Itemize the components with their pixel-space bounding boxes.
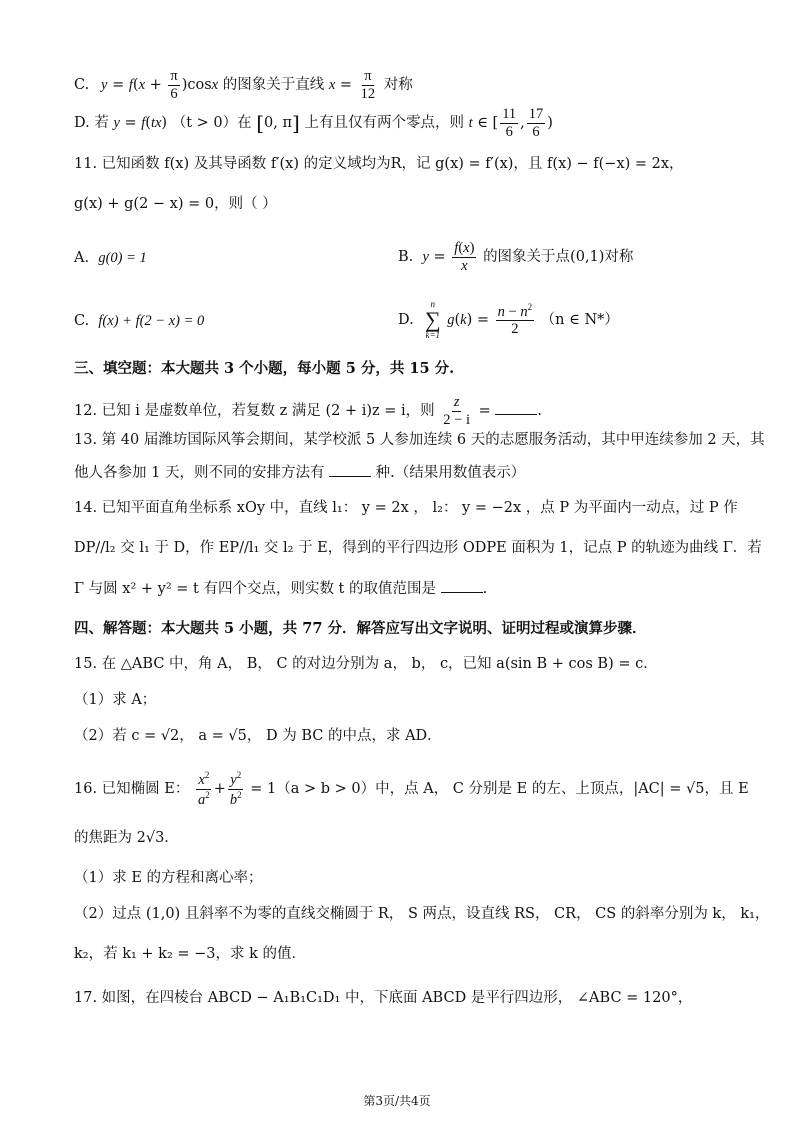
q13-line2	[74, 464, 525, 482]
q12-text: 12. 已知 i 是虚数单位，若复数 z 满足 (2 + i)z = i，则	[74, 403, 435, 420]
option-label: D.	[74, 115, 90, 132]
option-label: D.	[398, 312, 414, 328]
q15-part2: （2）若 c = √2， a = √5， D 为 BC 的中点，求 AD．	[74, 728, 442, 744]
q11-option-d: D. n ∑ k=1 g(k) = $\frac{n - n^2}{2}$ （n ∈ N*）	[398, 299, 619, 340]
q16-part2-line2: k₂，若 k₁ + k₂ = −3，求 k 的值．	[74, 946, 307, 962]
q10-c-end: 对称	[383, 77, 413, 94]
q10-d-mid: 上有且仅有两个零点，则	[304, 115, 464, 132]
answer-blank	[441, 580, 483, 593]
q11-stem-line1: 11. 已知函数 f(x) 及其导函数 f′(x) 的定义域均为R，记 g(x) = f′(x)，且 f(x) − f(−x) = 2x，	[74, 156, 684, 172]
q10-d-pre: 若	[94, 115, 109, 132]
q11-option-c	[74, 313, 204, 330]
q14-line2: DP//l₂ 交 l₁ 于 D，作 EP//l₁ 交 l₂ 于 E，得到的平行四边形 ODPE 面积为 1，记点 P 的轨迹为曲线 Γ．若	[74, 540, 762, 556]
q11-a-text: g(0) = 1	[98, 250, 147, 266]
q11-b-text: 的图象关于点(0,1)对称	[483, 249, 634, 266]
q13-text-b: 种.（结果用数值表示）	[375, 465, 526, 481]
section-3-title: 三、填空题：本大题共 3 个小题，每小题 5 分，共 15 分.	[74, 360, 455, 377]
q15-part1: （1）求 A；	[74, 692, 157, 708]
q10-c-text: 的图象关于直线	[222, 77, 325, 94]
q15-stem: 15. 在 △ABC 中，角 A， B， C 的对边分别为 a， b， c，已知 a(sin B + cos B) = c．	[74, 656, 658, 672]
answer-blank	[329, 464, 371, 477]
answer-blank	[495, 402, 537, 415]
q11-option-a	[74, 250, 147, 267]
q16-line2: 的焦距为 2√3．	[74, 830, 179, 846]
q17-stem: 17. 如图，在四棱台 ABCD − A₁B₁C₁D₁ 中，下底面 ABCD 是平行四边形， ∠ABC = 120°，	[74, 990, 693, 1006]
q12: 12. 已知 i 是虚数单位，若复数 z 满足 (2 + i)z = i，则 $\frac{z}{2 - i}$ = .	[74, 394, 542, 428]
option-label: C.	[74, 313, 90, 329]
q16-part2-line1: （2）过点 (1,0) 且斜率不为零的直线交椭圆于 R， S 两点，设直线 RS， CR， CS 的斜率分别为 k， k₁，	[74, 906, 770, 922]
option-label: A.	[74, 250, 90, 266]
option-label: B.	[398, 249, 414, 266]
q10-d-cond: （t > 0）在	[171, 115, 252, 132]
q10-option-d: D. 若 y = f(tx) （t > 0）在 [0, π] 上有且仅有两个零点，则 t ∈ [ $\frac{11}{6}$ , $\frac{17}{6}$ )	[74, 106, 553, 140]
q11-option-b: B. y = $\frac{f(x)}{x}$ 的图象关于点(0,1)对称	[398, 240, 634, 274]
q16-text-pre: 16. 已知椭圆 E：	[74, 781, 190, 797]
q11-d-text: （n ∈ N*）	[540, 312, 619, 328]
page-footer: 第3页/共4页	[363, 1094, 431, 1108]
q16-stem: 16. 已知椭圆 E： $\frac{x^2}{a^2}$ + $\frac{y^2}{b^2}$ = 1（a > b > 0）中，点 A， C 分别是 E 的左、上顶点，|AC| = √5，且 E	[74, 770, 749, 808]
q14-line3: Γ 与圆 x² + y² = t 有四个交点，则实数 t 的取值范围是 .	[74, 581, 488, 597]
q10-option-c: C. y = f(x + $\frac{\pi}{6}$ )cosx 的图象关于直线 x = $\frac{\pi}{12}$ 对称	[74, 68, 413, 102]
option-label: C.	[74, 77, 90, 94]
q14-line1: 14. 已知平面直角坐标系 xOy 中，直线 l₁： y = 2x ， l₂： y = −2x ，点 P 为平面内一动点，过 P 作	[74, 500, 738, 516]
q13-line1: 13. 第 40 届潍坊国际风筝会期间，某学校派 5 人参加连续 6 天的志愿服务活动，其中甲连续参加 2 天，其	[74, 432, 765, 448]
q14-text: Γ 与圆 x² + y² = t 有四个交点，则实数 t 的取值范围是	[74, 581, 436, 597]
section-4-title: 四、解答题：本大题共 5 小题，共 77 分．解答应写出文字说明、证明过程或演算步骤．	[74, 620, 647, 637]
q16-text-mid: = 1（a > b > 0）中，点 A， C 分别是 E 的左、上顶点，|AC| = √5，且 E	[250, 781, 749, 797]
q11-c-text: f(x) + f(2 − x) = 0	[98, 313, 205, 329]
q13-text-a: 他人各参加 1 天，则不同的安排方法有	[74, 465, 325, 481]
q11-stem-line2: g(x) + g(2 − x) = 0，则（ ）	[74, 196, 277, 212]
q16-part1: （1）求 E 的方程和离心率；	[74, 870, 263, 886]
